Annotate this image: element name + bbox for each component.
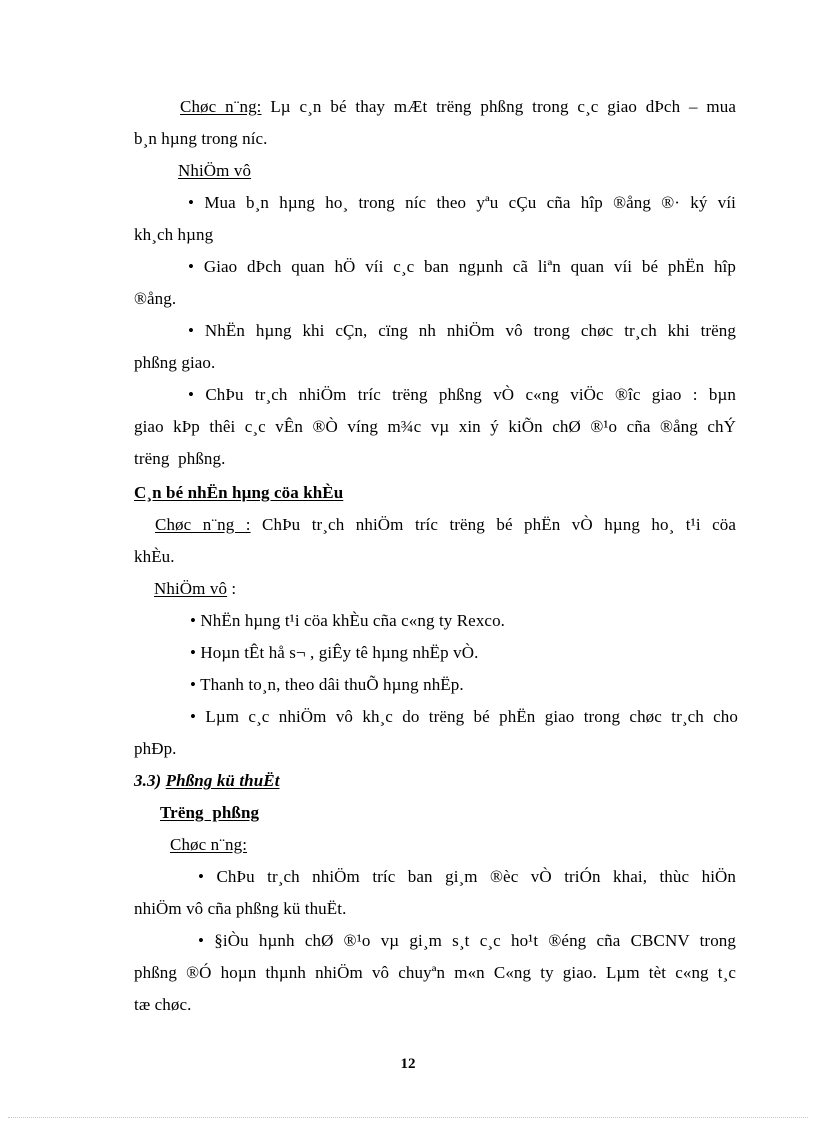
text-line: Chøc n¨ng: Lµ c¸n bé thay mÆt trëng phßng trong c¸c giao dÞch – mua <box>180 97 736 116</box>
text-line: phßng giao. <box>134 353 216 372</box>
list-item: • ChÞu tr¸ch nhiÖm tríc ban gi¸m ®èc vÒ triÓn khai, thùc hiÖn <box>198 867 736 886</box>
text-line: b¸n hµng trong níc. <box>134 129 268 148</box>
text-line: Chøc n¨ng: <box>170 835 248 854</box>
section-heading: C¸n bé nhËn hµng cöa khÈu <box>134 483 344 502</box>
text-line: phßng ®Ó hoµn thµnh nhiÖm vô chuyªn m«n C«ng ty giao. Lµm tèt c«ng t¸c <box>134 963 736 982</box>
text-line: trëng phßng. <box>134 449 226 468</box>
text-line: giao kÞp thêi c¸c vÊn ®Ò víng m¾c vµ xin ý kiÕn chØ ®¹o cña ®ång chÝ <box>134 417 736 436</box>
list-item: • Hoµn tÊt hå s¬ , giÊy tê hµng nhËp vÒ. <box>190 643 479 662</box>
text-line: kh¸ch hµng <box>134 225 214 244</box>
text-line: phÐp. <box>134 739 177 758</box>
list-item: • Thanh to¸n, theo dâi thuÕ hµng nhËp. <box>190 675 464 694</box>
text-line: • Giao dÞch quan hÖ víi c¸c ban ngµnh cã liªn quan víi bé phËn hîp <box>188 257 736 276</box>
footer-divider <box>8 1117 808 1118</box>
text-line: • NhËn hµng khi cÇn, cïng nh nhiÖm vô trong chøc tr¸ch khi trëng <box>188 321 736 340</box>
list-item: • §iÒu hµnh chØ ®¹o vµ gi¸m s¸t c¸c ho¹t ®éng cña CBCNV trong <box>198 931 736 950</box>
text-line: khÈu. <box>134 547 175 566</box>
text-line: Chøc n¨ng : ChÞu tr¸ch nhiÖm tríc trëng bé phËn vÒ hµng ho¸ t¹i cöa <box>155 515 736 534</box>
text-line: ®ång. <box>134 289 177 308</box>
page-number: 12 <box>400 1056 416 1072</box>
text-line: NhiÖm vô <box>178 161 252 180</box>
section-heading: 3.3) Phßng kü thuËt <box>134 771 280 790</box>
subsection-heading: Trëng phßng <box>160 803 260 822</box>
text-line: • ChÞu tr¸ch nhiÖm tríc trëng phßng vÒ c«ng viÖc ®îc giao : bµn <box>188 385 736 404</box>
text-line: NhiÖm vô : <box>154 579 237 598</box>
list-item: • Lµm c¸c nhiÖm vô kh¸c do trëng bé phËn giao trong chøc tr¸ch cho <box>190 707 738 726</box>
text-line: nhiÖm vô cña phßng kü thuËt. <box>134 899 347 918</box>
list-item: • NhËn hµng t¹i cöa khÈu cña c«ng ty Rexco. <box>190 611 506 630</box>
text-line: tæ chøc. <box>134 995 192 1014</box>
text-line: • Mua b¸n hµng ho¸ trong níc theo yªu cÇu cña hîp ®ång ®· ký víi <box>188 193 736 212</box>
